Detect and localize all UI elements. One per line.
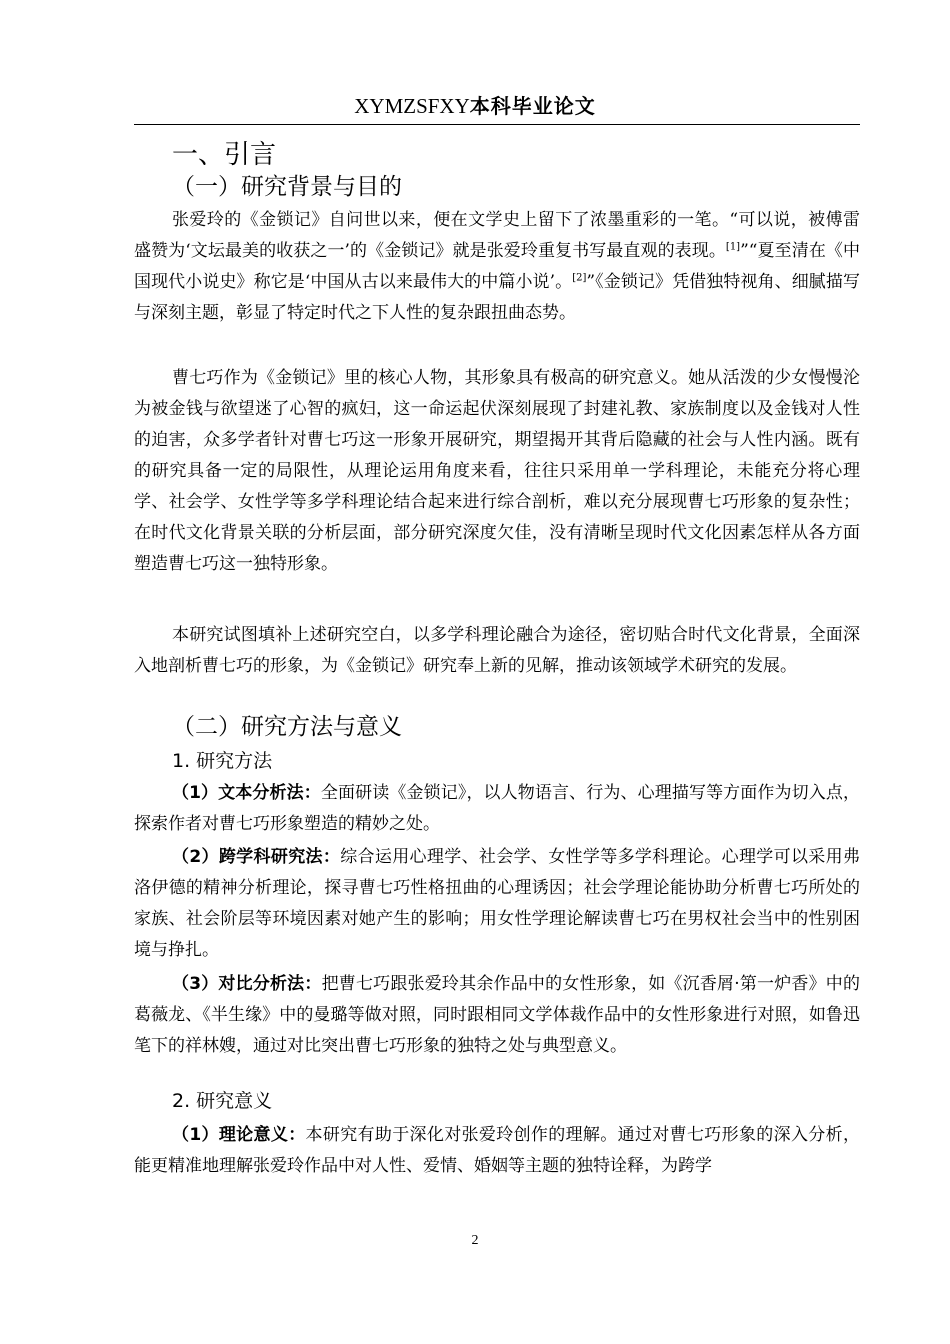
method-comparative [134, 969, 860, 1062]
subsection-title-2: （二）研究方法与意义 [172, 714, 402, 740]
method-text: 综合运用心理学、社会学、女性学等多学科理论。心理学可以采用弗洛伊德的精神分析理论，探寻曹七巧性格扭曲的心理诱因；社会学理论能协助分析曹七巧所处的家族、社会阶层等环境因素对她产生的影响；用女性学理论解读曹七巧在男权社会当中的性别困境与挣扎。 [134, 847, 860, 960]
paragraph-character: 曹七巧作为《金锁记》里的核心人物，其形象具有极高的研究意义。她从活泼的少女慢慢沦为被金钱与欲望迷了心智的疯妇，这一命运起伏深刻展现了封建礼教、家族制度以及金钱对人性的迫害，众多学者针对曹七巧这一形象开展研究，期望揭开其背后隐藏的社会与人性内涵。既有的研究具备一定的局限性，从理论运用角度来看，往往只采用单一学科理论，未能充分将心理学、社会学、女性学等多学科理论结合起来进行综合剖析，难以充分展现曹七巧形象的复杂性；在时代文化背景关联的分析层面，部分研究深度欠佳，没有清晰呈现时代文化因素怎样从各方面塑造曹七巧这一独特形象。 [134, 368, 860, 574]
paragraph-text: ”《金锁记》凭借独特视角、细腻描写与深刻主题，彰显了特定时代之下人性的复杂跟扭曲态势。 [134, 272, 860, 323]
method-text-analysis [134, 778, 860, 840]
paragraph-aim: 本研究试图填补上述研究空白，以多学科理论融合为途径，密切贴合时代文化背景，全面深入地剖析曹七巧的形象，为《金锁记》研究奉上新的见解，推动该领域学术研究的发展。 [134, 625, 860, 676]
citation-2: [2] [572, 272, 587, 284]
heading-methods: 1. 研究方法 [172, 750, 273, 772]
method-interdisciplinary [134, 842, 860, 966]
header-rule [134, 124, 860, 125]
page-number: 2 [471, 1233, 479, 1248]
method-label: （1）文本分析法： [172, 783, 321, 803]
method-text: 全面研读《金锁记》，以人物语言、行为、心理描写等方面作为切入点，探索作者对曹七巧形象塑造的精妙之处。 [134, 783, 860, 834]
paragraph-text: 张爱玲的《金锁记》自问世以来，便在文学史上留下了浓墨重彩的一笔。“可以说，被傅雷盛赞为‘文坛最美的收获之一’的《金锁记》就是张爱玲重复书写最直观的表现。 [134, 210, 860, 261]
citation-1: [1] [725, 241, 741, 253]
heading-significance: 2. 研究意义 [172, 1090, 273, 1112]
header-latin: XYMZSFXY [354, 94, 470, 118]
significance-theory [134, 1120, 860, 1182]
section-title: 一、引言 [172, 140, 277, 170]
method-label: （3）对比分析法： [172, 974, 322, 994]
paragraph-text: ”“夏至清在《中国现代小说史》称它是‘中国从古以来最伟大的中篇小说’。 [134, 241, 860, 292]
header-title: 本科毕业论文 [469, 94, 596, 118]
method-label: （2）跨学科研究法： [172, 847, 341, 867]
subsection-title-1: （一）研究背景与目的 [172, 174, 402, 200]
significance-text: 本研究有助于深化对张爱玲创作的理解。通过对曹七巧形象的深入分析，能更精准地理解张爱玲作品中对人性、爱情、婚姻等主题的独特诠释，为跨学 [134, 1125, 860, 1176]
page-header [0, 92, 950, 120]
paragraph-background [134, 205, 860, 329]
significance-label: （1）理论意义： [172, 1125, 306, 1145]
method-text: 把曹七巧跟张爱玲其余作品中的女性形象，如《沉香屑·第一炉香》中的葛薇龙、《半生缘》中的曼璐等做对照，同时跟相同文学体裁作品中的女性形象进行对照，如鲁迅笔下的祥林嫂，通过对比突出曹七巧形象的独特之处与典型意义。 [134, 974, 860, 1056]
